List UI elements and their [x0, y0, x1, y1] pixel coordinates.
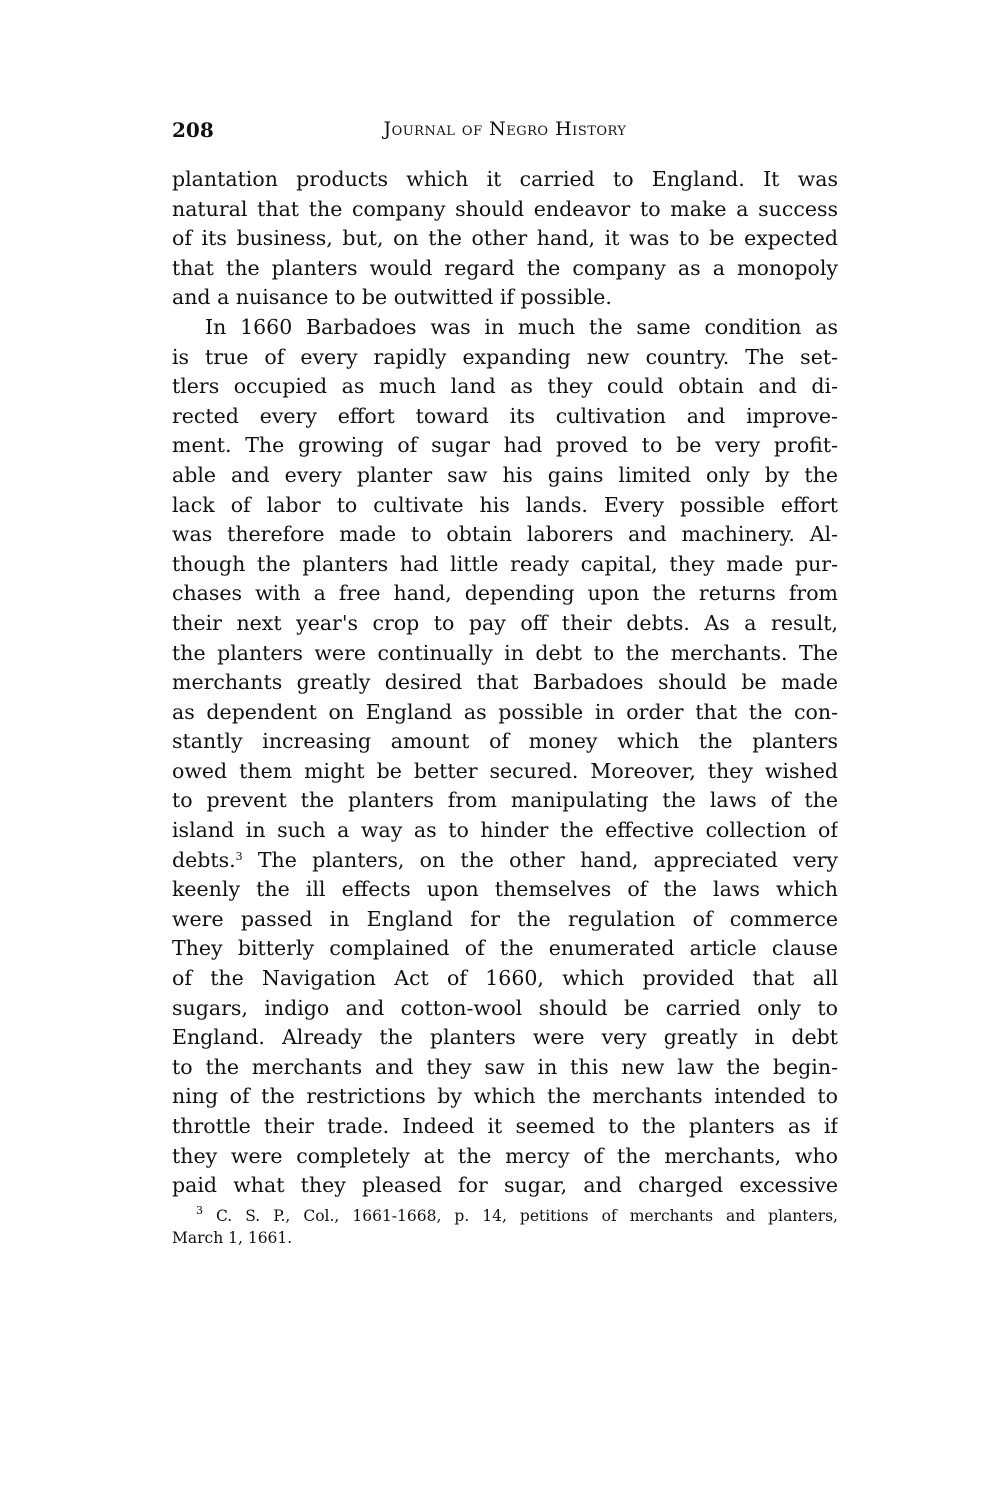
running-title: Journal of Negro History — [383, 118, 627, 140]
text-line: natural that the company should endeavor to make a success — [172, 196, 838, 221]
text-line: the planters were continually in debt to the merchants. The — [172, 640, 838, 665]
body-text — [172, 165, 838, 1201]
text-fragment: debts. — [172, 847, 236, 872]
text-line: plantation products which it carried to England. It was — [172, 167, 838, 191]
text-line: of its business, but, on the other hand, it was to be expected — [172, 226, 838, 251]
footnote — [172, 1205, 838, 1249]
text-line: ment. The growing of sugar had proved to be very profit- — [172, 433, 838, 458]
text-line: were passed in England for the regulation of commerce — [172, 906, 838, 931]
paragraph-2 — [172, 313, 838, 1201]
text-line: throttle their trade. Indeed it seemed to the planters as if — [172, 1114, 838, 1138]
text-line: merchants greatly desired that Barbadoes should be made — [172, 670, 838, 695]
text-line: lack of labor to cultivate his lands. Every possible effort — [172, 492, 838, 517]
text-line: England. Already the planters were very greatly in debt — [172, 1025, 838, 1050]
text-line: keenly the ill effects upon themselves of the laws which — [172, 877, 838, 902]
text-line: to prevent the planters from manipulating the laws of the — [172, 788, 838, 813]
text-line: as dependent on England as possible in order that the con- — [172, 699, 838, 724]
text-line: In 1660 Barbadoes was in much the same condition as — [205, 314, 838, 339]
text-line: tlers occupied as much land as they could obtain and di- — [172, 374, 838, 399]
text-line: of the Navigation Act of 1660, which provided that all — [172, 966, 838, 991]
text-line: They bitterly complained of the enumerated article clause — [172, 936, 838, 961]
text-line: owed them might be better secured. Moreover, they wished — [172, 758, 838, 783]
footnote-marker: 3 — [196, 1204, 203, 1217]
text-line: able and every planter saw his gains limited only by the — [172, 462, 838, 487]
text-line: rected every effort toward its cultivation and improve- — [172, 403, 838, 428]
text-line: their next year's crop to pay off their debts. As a result, — [172, 610, 838, 635]
page-number: 208 — [172, 118, 214, 142]
text-line: and a nuisance to be outwitted if possible. — [172, 285, 612, 310]
text-line: stantly increasing amount of money which the planters — [172, 729, 838, 754]
text-line: sugars, indigo and cotton-wool should be carried only to — [172, 995, 838, 1020]
text-line: though the planters had little ready capital, they made pur- — [172, 551, 838, 576]
text-line: to the merchants and they saw in this new law the begin- — [172, 1054, 838, 1079]
text-fragment: The planters, on the other hand, appreciated very — [242, 847, 838, 872]
text-line: was therefore made to obtain laborers and machinery. Al- — [172, 522, 838, 547]
footnote-text: C. S. P., Col., 1661-1668, p. 14, petitions of merchants and planters, — [216, 1207, 838, 1225]
page-header — [172, 118, 838, 148]
paragraph-1 — [172, 165, 838, 313]
text-line: chases with a free hand, depending upon the returns from — [172, 581, 838, 606]
footnote-line — [172, 1205, 838, 1227]
footnote-reference[interactable]: 3 — [235, 849, 243, 863]
text-line: paid what they pleased for sugar, and charged excessive — [172, 1173, 838, 1198]
text-line-with-footnote-ref — [172, 846, 838, 876]
footnote-line: March 1, 1661. — [172, 1229, 293, 1247]
text-line: ning of the restrictions by which the merchants intended to — [172, 1084, 838, 1109]
text-line: is true of every rapidly expanding new country. The set- — [172, 344, 838, 369]
text-line: island in such a way as to hinder the effective collection of — [172, 818, 838, 843]
text-line: they were completely at the mercy of the merchants, who — [172, 1143, 838, 1168]
text-line: that the planters would regard the company as a monopoly — [172, 255, 838, 280]
